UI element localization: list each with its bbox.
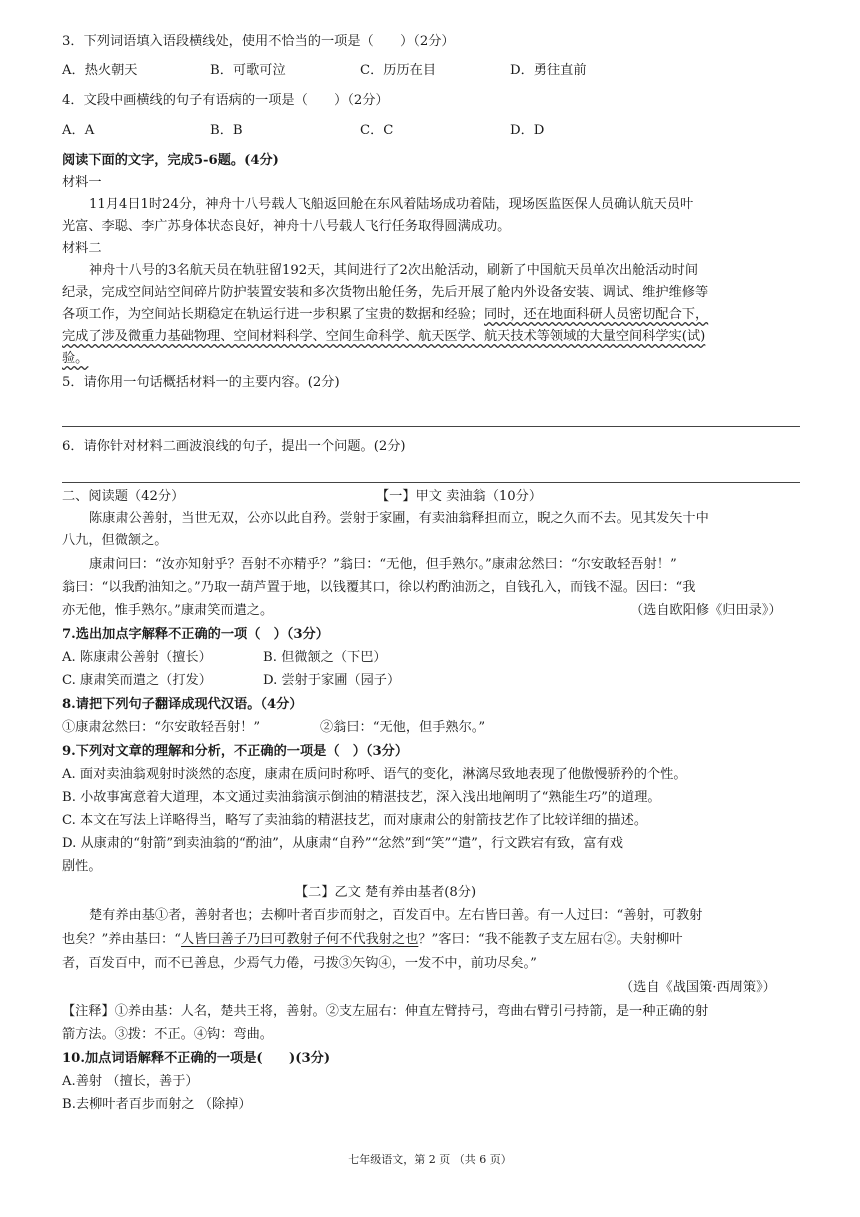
underlined-sentence: 人皆曰善子乃曰可教射子何不代我射之也 <box>180 932 419 947</box>
passage-1-line: 八九，但微颔之。 <box>62 533 168 548</box>
material-2-line <box>62 305 708 325</box>
question-6-stem: 6．请你针对材料二画波浪线的句子，提出一个问题。(2分) <box>62 439 406 454</box>
question-8-stem: 8.请把下列句子翻译成现代汉语。（4分） <box>62 697 303 712</box>
question-7-stem: 7.选出加点字解释不正确的一项（ ）（3分） <box>62 627 329 642</box>
passage-1-line: 亦无他，惟手熟尔。”康肃笑而遣之。 <box>62 603 274 618</box>
material-1-line: 光富、李聪、李广苏身体状态良好，神舟十八号载人飞行任务取得圆满成功。 <box>62 219 511 234</box>
question-8-sentence-2: ②翁曰：“无他，但手熟尔。” <box>320 720 486 735</box>
material-1-title: 材料一 <box>62 175 102 190</box>
passage-2-note: 箭方法。③拨：不正。④钩：弯曲。 <box>62 1027 273 1042</box>
answer-line <box>62 482 800 483</box>
question-3-option-a: A．热火朝天 <box>62 63 138 78</box>
passage-2-line: 者，百发百中，而不已善息，少焉气力倦，弓拨③矢钩④，一发不中，前功尽矣。” <box>62 956 537 971</box>
question-4-option-d: D．D <box>510 123 545 138</box>
question-9-option-d-cont: 剧性。 <box>62 859 102 874</box>
question-4-option-b: B．B <box>210 123 243 138</box>
material-1-line: 11月4日1时24分，神舟十八号载人飞船返回舱在东风着陆场成功着陆，现场医监医保人员确认航天员叶 <box>89 197 694 212</box>
passage-2-title: 【二】乙文 楚有养由基者(8分) <box>295 885 477 900</box>
question-7-option-b: B. 但微颔之（下巴） <box>263 650 387 665</box>
wavy-underlined-sentence: 验。 <box>62 351 89 366</box>
section-2-title: 二、阅读题（42分） <box>62 489 185 504</box>
passage-2-text: ？”客曰：“我不能教子支左屈右②。夫射柳叶 <box>418 932 683 947</box>
passage-1-line: 康肃问曰：“汝亦知射乎？吾射不亦精乎？”翁曰：“无他，但手熟尔。”康肃忿然曰：“尔安敢轻吾射！” <box>89 557 677 572</box>
question-3-option-d: D．勇往直前 <box>510 63 587 78</box>
question-7-option-a: A. 陈康肃公善射（擅长） <box>62 650 212 665</box>
question-4-stem: 4．文段中画横线的句子有语病的一项是（ ）（2分） <box>62 93 389 108</box>
passage-2-text: 也矣？”养由基曰：“ <box>62 932 181 947</box>
question-3-stem: 3．下列词语填入语段横线处，使用不恰当的一项是（ ）（2分） <box>62 34 455 49</box>
question-10-stem: 10.加点词语解释不正确的一项是( )(3分) <box>62 1051 331 1066</box>
question-4-option-a: A．A <box>62 123 95 138</box>
passage-2-line: 楚有养由基①者，善射者也；去柳叶者百步而射之，百发百中。左右皆曰善。有一人过曰：“善射，可教射 <box>89 908 703 923</box>
question-7-option-d: D. 尝射于家圃（园子） <box>263 673 401 688</box>
question-9-option-b: B. 小故事寓意着大道理，本文通过卖油翁演示倒油的精湛技艺，深入浅出地阐明了“熟能生巧”的道理。 <box>62 790 661 805</box>
passage-1-line: 陈康肃公善射，当世无双，公亦以此自矜。尝射于家圃，有卖油翁释担而立，睨之久而不去。见其发矢十中 <box>89 511 709 526</box>
reading-intro: 阅读下面的文字，完成5-6题。(4分) <box>62 153 279 168</box>
material-2-title: 材料二 <box>62 241 102 256</box>
question-9-option-c: C. 本文在写法上详略得当，略写了卖油翁的精湛技艺，而对康肃公的射箭技艺作了比较详细的描述。 <box>62 813 648 828</box>
material-2-text: 各项工作，为空间站长期稳定在轨运行进一步积累了宝贵的数据和经验； <box>62 307 484 322</box>
question-4-option-c: C．C <box>360 123 394 138</box>
question-9-option-a: A. 面对卖油翁观射时淡然的态度，康肃在质问时称呼、语气的变化，淋漓尽致地表现了他傲慢骄矜的个性。 <box>62 767 687 782</box>
passage-2-line <box>62 930 682 950</box>
question-3-option-b: B．可歌可泣 <box>210 63 286 78</box>
question-3-option-c: C．历历在目 <box>360 63 437 78</box>
question-7-option-c: C. 康肃笑而遣之（打发） <box>62 673 212 688</box>
question-9-option-d: D. 从康肃的“射箭”到卖油翁的“酌油”，从康肃“自矜”“忿然”到“笑”“遣”，行文跌宕有致，富有戏 <box>62 836 623 851</box>
passage-1-title: 【一】甲文 卖油翁（10分） <box>376 489 543 504</box>
page-footer: 七年级语文，第 2 页 （共 6 页） <box>348 1153 512 1166</box>
question-10-option-b: B.去柳叶者百步而射之 （除掉） <box>62 1097 252 1112</box>
answer-line <box>62 426 800 427</box>
wavy-underlined-sentence: 同时，还在地面科研人员密切配合下， <box>484 307 709 322</box>
passage-1-source: （选自欧阳修《归田录》） <box>630 603 782 618</box>
material-2-line: 纪录，完成空间站空间碎片防护装置安装和多次货物出舱任务，先后开展了舱内外设备安装、调试、维护维修等 <box>62 285 709 300</box>
passage-1-line: 翁曰：“以我酌油知之。”乃取一葫芦置于地，以钱覆其口，徐以杓酌油沥之，自钱孔入，而钱不湿。因曰：“我 <box>62 580 696 595</box>
question-9-stem: 9.下列对文章的理解和分析，不正确的一项是（ ）（3分） <box>62 744 409 759</box>
passage-2-note: 【注释】①养由基：人名，楚共王将，善射。②支左屈右：伸直左臂持弓，弯曲右臂引弓持箭，是一种正确的射 <box>62 1004 709 1019</box>
wavy-underlined-sentence: 完成了涉及微重力基础物理、空间材料科学、空间生命科学、航天医学、航天技术等领域的大量空间科学实(试) <box>62 329 706 344</box>
passage-2-source: （选自《战国策·西周策》） <box>620 980 776 995</box>
question-8-sentence-1: ①康肃忿然曰：“尔安敢轻吾射！” <box>62 720 261 735</box>
question-10-option-a: A.善射 （擅长，善于） <box>62 1074 199 1089</box>
question-5-stem: 5．请你用一句话概括材料一的主要内容。(2分) <box>62 375 340 390</box>
material-2-line: 神舟十八号的3名航天员在轨驻留192天，其间进行了2次出舱活动，刷新了中国航天员单次出舱活动时间 <box>89 263 699 278</box>
